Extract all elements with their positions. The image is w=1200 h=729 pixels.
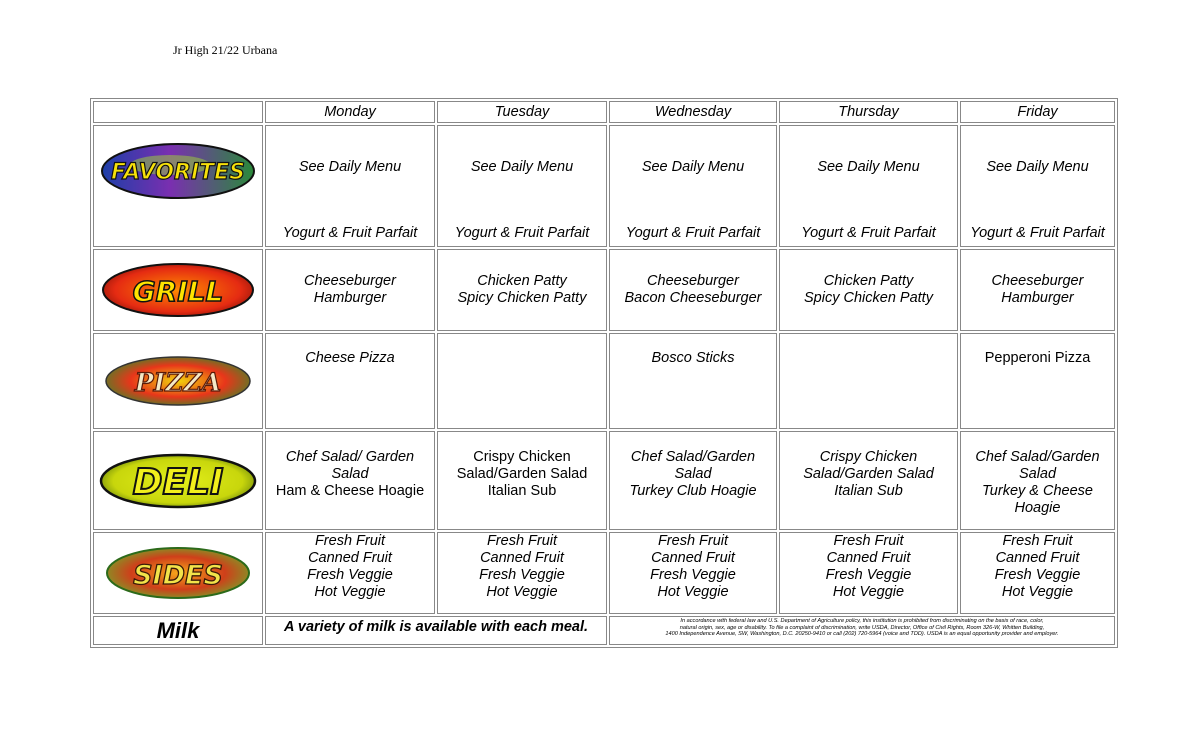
pizza-monday: Cheese Pizza <box>265 333 435 429</box>
day-monday: Monday <box>265 101 435 123</box>
pizza-thursday <box>779 333 958 429</box>
sides-logo-cell <box>93 532 263 614</box>
document-header: Jr High 21/22 Urbana <box>173 43 278 57</box>
svg-text:DELI: DELI <box>132 461 224 503</box>
sides-tuesday: Fresh Fruit Canned Fruit Fresh Veggie Hot Veggie <box>437 532 607 614</box>
favorites-thursday: See Daily Menu Yogurt & Fruit Parfait <box>779 125 958 247</box>
deli-logo-cell <box>93 431 263 530</box>
deli-tuesday: Crispy Chicken Salad/Garden Salad Italian Sub <box>437 431 607 530</box>
grill-monday: Cheeseburger Hamburger <box>265 249 435 331</box>
sides-row <box>93 532 1115 614</box>
grill-logo-cell <box>93 249 263 331</box>
favorites-friday: See Daily Menu Yogurt & Fruit Parfait <box>960 125 1115 247</box>
pizza-friday: Pepperoni Pizza <box>960 333 1115 429</box>
pizza-row <box>93 333 1115 429</box>
svg-text:GRILL: GRILL <box>132 275 224 308</box>
svg-text:PIZZA: PIZZA <box>134 368 222 397</box>
svg-text:FAVORITES: FAVORITES <box>110 160 246 185</box>
deli-thursday: Crispy Chicken Salad/Garden Salad Italian Sub <box>779 431 958 530</box>
grill-tuesday: Chicken Patty Spicy Chicken Patty <box>437 249 607 331</box>
day-tuesday: Tuesday <box>437 101 607 123</box>
day-friday: Friday <box>960 101 1115 123</box>
milk-label: Milk <box>93 616 263 645</box>
pizza-wednesday: Bosco Sticks <box>609 333 777 429</box>
svg-text:SIDES: SIDES <box>133 560 223 591</box>
favorites-monday: See Daily Menu Yogurt & Fruit Parfait <box>265 125 435 247</box>
grill-row <box>93 249 1115 331</box>
pizza-tuesday <box>437 333 607 429</box>
sides-monday: Fresh Fruit Canned Fruit Fresh Veggie Hot Veggie <box>265 532 435 614</box>
favorites-tuesday: See Daily Menu Yogurt & Fruit Parfait <box>437 125 607 247</box>
nondiscrimination-statement: In accordance with federal law and U.S. Department of Agriculture policy, this institution is prohibited from discriminating on the basis of race, color, natural origin, sex, age or disability. To file a complaint of discrimination, write USDA, Director, Office of Civil Rights, Room 326-W, Whitten Building, 1400 Independence Avenue, SW, Washington, D.C. 20250-9410 or call (202) 720-5964 (voice and TDD). USDA is an equal opportunity provider and employer. <box>609 616 1115 645</box>
sides-friday: Fresh Fruit Canned Fruit Fresh Veggie Hot Veggie <box>960 532 1115 614</box>
favorites-row <box>93 125 1115 247</box>
day-header-row <box>93 101 1115 123</box>
grill-wednesday: Cheeseburger Bacon Cheeseburger <box>609 249 777 331</box>
lunch-menu-table <box>90 98 1118 648</box>
sides-logo <box>103 544 253 602</box>
corner-cell <box>93 101 263 123</box>
milk-note: A variety of milk is available with each meal. <box>265 616 607 645</box>
day-thursday: Thursday <box>779 101 958 123</box>
sides-wednesday: Fresh Fruit Canned Fruit Fresh Veggie Hot Veggie <box>609 532 777 614</box>
pizza-logo-cell <box>93 333 263 429</box>
favorites-logo-cell <box>93 125 263 247</box>
favorites-wednesday: See Daily Menu Yogurt & Fruit Parfait <box>609 125 777 247</box>
deli-friday: Chef Salad/Garden Salad Turkey & Cheese Hoagie <box>960 431 1115 530</box>
deli-wednesday: Chef Salad/Garden Salad Turkey Club Hoagie <box>609 431 777 530</box>
grill-logo <box>100 261 256 319</box>
grill-friday: Cheeseburger Hamburger <box>960 249 1115 331</box>
favorites-logo <box>100 141 256 201</box>
sides-thursday: Fresh Fruit Canned Fruit Fresh Veggie Hot Veggie <box>779 532 958 614</box>
grill-thursday: Chicken Patty Spicy Chicken Patty <box>779 249 958 331</box>
deli-monday: Chef Salad/ Garden Salad Ham & Cheese Hoagie <box>265 431 435 530</box>
deli-logo <box>98 452 258 510</box>
deli-row <box>93 431 1115 530</box>
milk-row <box>93 616 1115 645</box>
pizza-logo <box>103 354 253 408</box>
day-wednesday: Wednesday <box>609 101 777 123</box>
